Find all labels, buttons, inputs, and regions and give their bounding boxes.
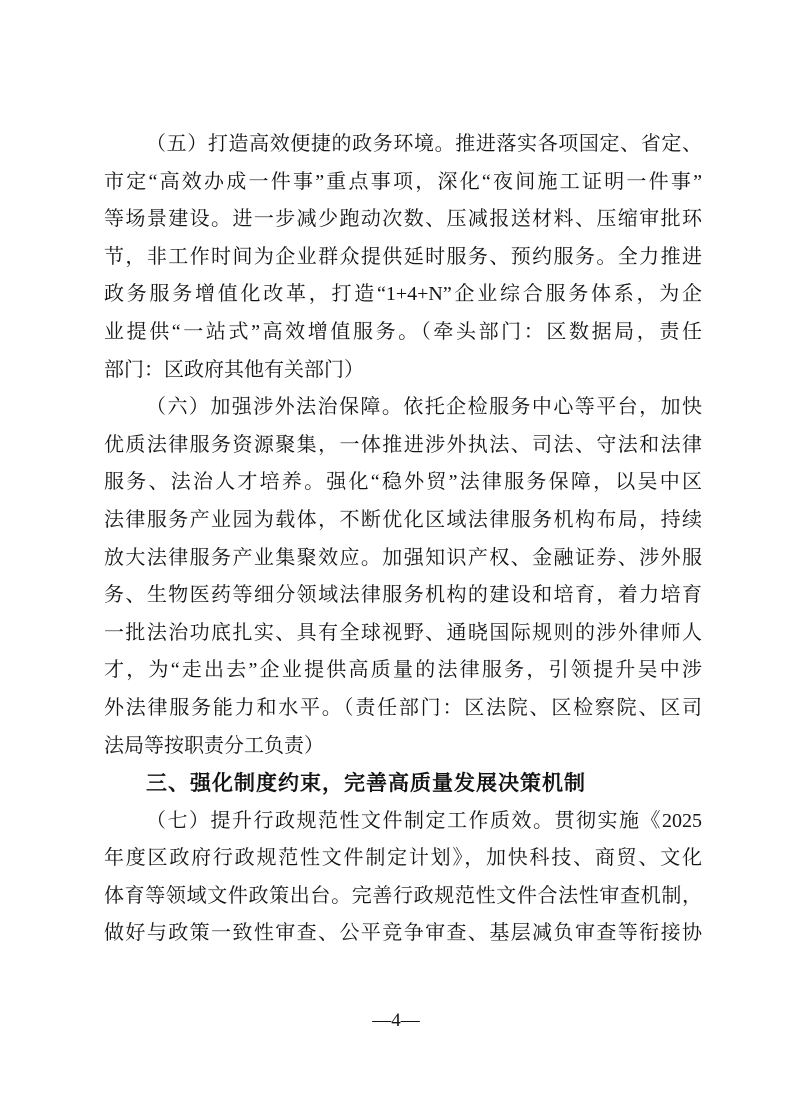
- body-text: 一批法治功底扎实、具有全球视野、通晓国际规则的涉外律师人: [104, 621, 702, 644]
- text-line: [104, 878, 702, 916]
- text-line: [104, 164, 702, 202]
- text-line: [104, 427, 702, 465]
- body-text: 贯彻实施《2025: [554, 809, 702, 832]
- body-text: 做好与政策一致性审查、公平竞争审查、基层减负审查等衔接协: [104, 922, 702, 945]
- text-line: [104, 239, 702, 277]
- text-line: [104, 915, 702, 953]
- body-text: 外法律服务能力和水平。（责任部门：区法院、区检察院、区司: [104, 696, 702, 719]
- text-line: [104, 803, 702, 841]
- body-text: 政务服务增值化改革，打造“1+4+N”企业综合服务体系，为企: [104, 283, 702, 306]
- body-text: 等场景建设。进一步减少跑动次数、压减报送材料、压缩审批环: [104, 208, 702, 231]
- item-7-heading: （七）提升行政规范性文件制定工作质效。: [146, 809, 555, 832]
- text-line: [104, 840, 702, 878]
- body-text: 服务、法治人才培养。强化“稳外贸”法律服务保障，以吴中区: [104, 471, 702, 494]
- body-text: 法律服务产业园为载体，不断优化区域法律服务机构布局，持续: [104, 508, 702, 531]
- text-line: [104, 201, 702, 239]
- body-text: 业提供“一站式”高效增值服务。（牵头部门：区数据局，责任: [104, 320, 702, 343]
- text-line: [104, 126, 702, 164]
- body-text: 部门：区政府其他有关部门）: [104, 358, 364, 381]
- item-6-heading: （六）加强涉外法治保障。: [146, 396, 404, 419]
- body-text: 市定“高效办成一件事”重点事项，深化“夜间施工证明一件事”: [104, 170, 702, 193]
- document-body: [104, 126, 702, 953]
- body-text: 体育等领域文件政策出台。完善行政规范性文件合法性审查机制，: [104, 884, 702, 907]
- text-line: [104, 540, 702, 578]
- body-text: 务、生物医药等细分领域法律服务机构的建设和培育，着力培育: [104, 584, 702, 607]
- body-text: 才，为“走出去”企业提供高质量的法律服务，引领提升吴中涉: [104, 659, 702, 682]
- text-line: [104, 690, 702, 728]
- page-number: —4—: [372, 1010, 420, 1031]
- text-line: [104, 352, 702, 390]
- text-line: [104, 652, 702, 690]
- body-text: 优质法律服务资源聚集，一体推进涉外执法、司法、守法和法律: [104, 433, 702, 456]
- text-line: [104, 577, 702, 615]
- body-text: 放大法律服务产业集聚效应。加强知识产权、金融证券、涉外服: [104, 546, 702, 569]
- text-line: [104, 464, 702, 502]
- text-line: [104, 276, 702, 314]
- body-text: 法局等按职责分工负责）: [104, 734, 324, 757]
- text-line: [104, 389, 702, 427]
- text-line: [104, 728, 702, 766]
- heading-text: 三、强化制度约束，完善高质量发展决策机制: [146, 772, 586, 796]
- text-line: [104, 502, 702, 540]
- body-text: 节，非工作时间为企业群众提供延时服务、预约服务。全力推进: [104, 245, 702, 268]
- body-text: 依托企检服务中心等平台，加快: [403, 396, 702, 419]
- body-text: 年度区政府行政规范性文件制定计划》，加快科技、商贸、文化: [104, 847, 702, 870]
- item-5-heading: （五）打造高效便捷的政务环境。: [146, 133, 456, 155]
- body-text: 推进落实各项国定、省定、: [455, 133, 702, 155]
- section-3-heading: [104, 765, 702, 803]
- text-line: [104, 314, 702, 352]
- text-line: [104, 615, 702, 653]
